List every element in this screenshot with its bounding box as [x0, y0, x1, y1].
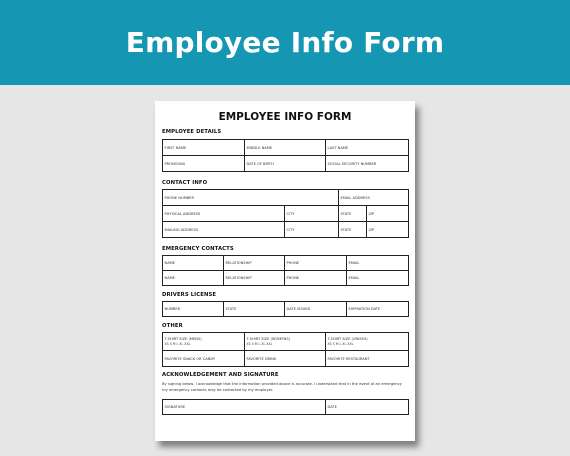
- pronouns-field[interactable]: PRONOUNS: [163, 156, 245, 172]
- physical-state-field[interactable]: STATE: [339, 206, 367, 222]
- mailing-zip-field[interactable]: ZIP: [367, 222, 409, 238]
- emergency-relationship-field[interactable]: RELATIONSHIP: [224, 271, 285, 286]
- ssn-field[interactable]: SOCIAL SECURITY NUMBER: [326, 156, 409, 172]
- last-name-field[interactable]: LAST NAME: [326, 140, 409, 156]
- emergency-name-field[interactable]: NAME: [163, 256, 224, 271]
- section-emergency-contacts: EMERGENCY CONTACTS: [162, 246, 234, 252]
- acknowledgement-text: By signing below, I acknowledge that the information provided above is accurate. I understand that in the event of an emergency my emergency contacts may be contacted by my employer.: [162, 382, 402, 393]
- section-drivers-license: DRIVERS LICENSE: [162, 292, 217, 298]
- emergency-name-field[interactable]: NAME: [163, 271, 224, 286]
- tshirt-mens-field[interactable]: T-SHIRT SIZE (MENS) XS S M L XL XXL: [163, 333, 245, 351]
- emergency-phone-field[interactable]: PHONE: [285, 271, 347, 286]
- license-expiration-field[interactable]: EXPIRATION DATE: [347, 302, 409, 317]
- section-other: OTHER: [162, 323, 183, 329]
- drivers-license-table: [162, 301, 409, 317]
- signature-table: [162, 399, 409, 415]
- signature-date-field[interactable]: DATE: [326, 400, 409, 415]
- emergency-email-field[interactable]: EMAIL: [347, 271, 409, 286]
- email-address-field[interactable]: EMAIL ADDRESS: [339, 190, 409, 206]
- emergency-email-field[interactable]: EMAIL: [347, 256, 409, 271]
- size-options: XS S M L XL XXL: [164, 342, 191, 347]
- header-banner: [0, 0, 570, 85]
- license-number-field[interactable]: NUMBER: [163, 302, 224, 317]
- signature-field[interactable]: SIGNATURE: [163, 400, 326, 415]
- section-employee-details: EMPLOYEE DETAILS: [162, 129, 222, 135]
- first-name-field[interactable]: FIRST NAME: [163, 140, 245, 156]
- emergency-relationship-field[interactable]: RELATIONSHIP: [224, 256, 285, 271]
- date-of-birth-field[interactable]: DATE OF BIRTH: [245, 156, 326, 172]
- size-options: XS S M L XL XXL: [327, 342, 354, 347]
- phone-number-field[interactable]: PHONE NUMBER: [163, 190, 339, 206]
- physical-address-field[interactable]: PHYSICAL ADDRESS: [163, 206, 285, 222]
- mailing-city-field[interactable]: CITY: [285, 222, 339, 238]
- employee-details-table: [162, 139, 409, 172]
- contact-info-table: [162, 189, 409, 238]
- license-date-issued-field[interactable]: DATE ISSUED: [285, 302, 347, 317]
- favorite-restaurant-field[interactable]: FAVORITE RESTAURANT: [326, 351, 409, 367]
- physical-zip-field[interactable]: ZIP: [367, 206, 409, 222]
- form-title: EMPLOYEE INFO FORM: [218, 111, 352, 123]
- tshirt-womens-field[interactable]: T-SHIRT SIZE (WOMENS) XS S M L XL XXL: [245, 333, 326, 351]
- favorite-snack-field[interactable]: FAVORITE SNACK OR CANDY: [163, 351, 245, 367]
- middle-name-field[interactable]: MIDDLE NAME: [245, 140, 326, 156]
- banner-title: Employee Info Form: [125, 26, 445, 59]
- emergency-contacts-table: [162, 255, 409, 286]
- mailing-address-field[interactable]: MAILING ADDRESS: [163, 222, 285, 238]
- mailing-state-field[interactable]: STATE: [339, 222, 367, 238]
- tshirt-unisex-field[interactable]: T-SHIRT SIZE (UNISEX) XS S M L XL XXL: [326, 333, 409, 351]
- section-acknowledgement: ACKNOWLEDGEMENT AND SIGNATURE: [162, 372, 279, 378]
- favorite-drink-field[interactable]: FAVORITE DRINK: [245, 351, 326, 367]
- size-options: XS S M L XL XXL: [246, 342, 273, 347]
- other-table: [162, 332, 409, 367]
- section-contact-info: CONTACT INFO: [162, 180, 208, 186]
- license-state-field[interactable]: STATE: [224, 302, 285, 317]
- emergency-phone-field[interactable]: PHONE: [285, 256, 347, 271]
- form-page: [155, 101, 415, 441]
- physical-city-field[interactable]: CITY: [285, 206, 339, 222]
